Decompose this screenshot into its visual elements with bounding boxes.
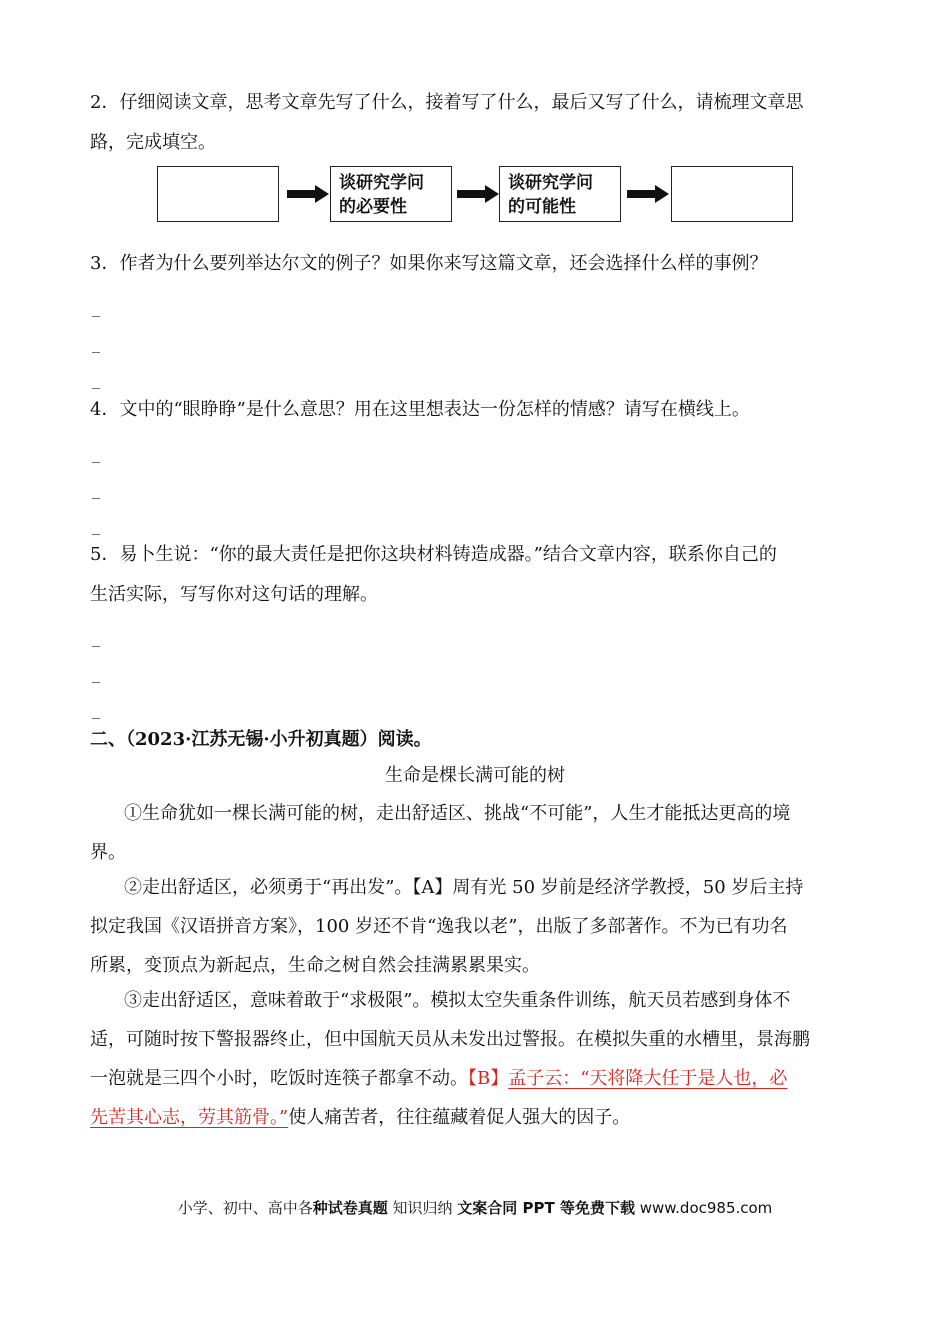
section-2-heading: 二、（2023·江苏无锡·小升初真题）阅读。 [90, 729, 432, 750]
question-3: 3．作者为什么要列举达尔文的例子？如果你来写这篇文章，还会选择什么样的事例？ [90, 253, 768, 274]
answer-line[interactable]: _ [92, 444, 100, 463]
flow-blank-box-4[interactable] [671, 166, 793, 222]
article-title: 生命是棵长满可能的树 [385, 765, 565, 786]
footer-text: 小学、初中、高中各 [177, 1199, 313, 1217]
article-p3-line-1: ③走出舒适区，意味着敢于“求极限”。模拟太空失重条件训练，航天员若感到身体不 [124, 990, 791, 1011]
answer-line[interactable]: _ [92, 664, 100, 683]
flow-box-possibility: 谈研究学问 的可能性 [499, 166, 621, 222]
answer-line[interactable]: _ [92, 516, 100, 535]
question-2-line-1: 2．仔细阅读文章，思考文章先写了什么，接着写了什么，最后又写了什么，请梳理文章思 [90, 92, 804, 113]
footer-text: 文案合同 PPT 等免费下载 [457, 1199, 635, 1217]
flow-blank-box-1[interactable] [157, 166, 279, 222]
answer-line[interactable]: _ [92, 628, 100, 647]
footer-text: 种试卷真题 [312, 1199, 388, 1217]
article-p2-line-2: 拟定我国《汉语拼音方案》，100 岁还不肯“逸我以老”，出版了多部著作。不为已有功名 [90, 916, 788, 937]
flow-box-necessity: 谈研究学问 的必要性 [330, 166, 452, 222]
question-5-line-1: 5．易卜生说：“你的最大责任是把你这块材料铸造成器。”结合文章内容，联系你自己的 [90, 544, 777, 565]
structure-flowchart [157, 166, 797, 224]
question-2-line-2: 路，完成填空。 [90, 132, 216, 153]
footer-text: 知识归纳 [387, 1199, 458, 1217]
footer-url[interactable]: www.doc985.com [634, 1199, 773, 1217]
question-4: 4．文中的“眼睁睁”是什么意思？用在这里想表达一份怎样的情感？请写在横线上。 [90, 399, 750, 420]
answer-line[interactable]: _ [92, 370, 100, 389]
question-5-line-2: 生活实际，写写你对这句话的理解。 [90, 584, 378, 605]
answer-line[interactable]: _ [92, 334, 100, 353]
underlined-quote: 先苦其心志，劳其筋骨。” [90, 1107, 289, 1128]
article-p3-line-3 [90, 1067, 787, 1091]
answer-line[interactable]: _ [92, 700, 100, 719]
article-p3-line-2: 适，可随时按下警报器终止，但中国航天员从未发出过警报。在模拟失重的水槽里，景海鹏 [90, 1029, 810, 1050]
article-p3-line-4 [90, 1106, 630, 1130]
answer-line[interactable]: _ [92, 480, 100, 499]
article-p1-line-2: 界。 [90, 842, 126, 863]
page-footer [0, 1197, 950, 1218]
article-p1-line-1: ①生命犹如一棵长满可能的树，走出舒适区、挑战“不可能”，人生才能抵达更高的境 [124, 803, 791, 824]
article-p2-line-3: 所累，变顶点为新起点，生命之树自然会挂满累累果实。 [90, 955, 540, 976]
flow-arrow-icon [627, 185, 669, 203]
article-p3-text: 一泡就是三四个小时，吃饭时连筷子都拿不动。 [90, 1068, 468, 1089]
answer-line[interactable]: _ [92, 298, 100, 317]
article-p2-line-1: ②走出舒适区，必须勇于“再出发”。【A】周有光 50 岁前是经济学教授，50 岁后主持 [124, 877, 804, 898]
flow-arrow-icon [287, 185, 329, 203]
flow-arrow-icon [457, 185, 499, 203]
marker-b: 【B】 [468, 1068, 509, 1089]
underlined-quote: 孟子云：“天将降大任于是人也，必 [508, 1068, 788, 1089]
article-p3-text: 使人痛苦者，往往蕴藏着促人强大的因子。 [288, 1107, 631, 1128]
